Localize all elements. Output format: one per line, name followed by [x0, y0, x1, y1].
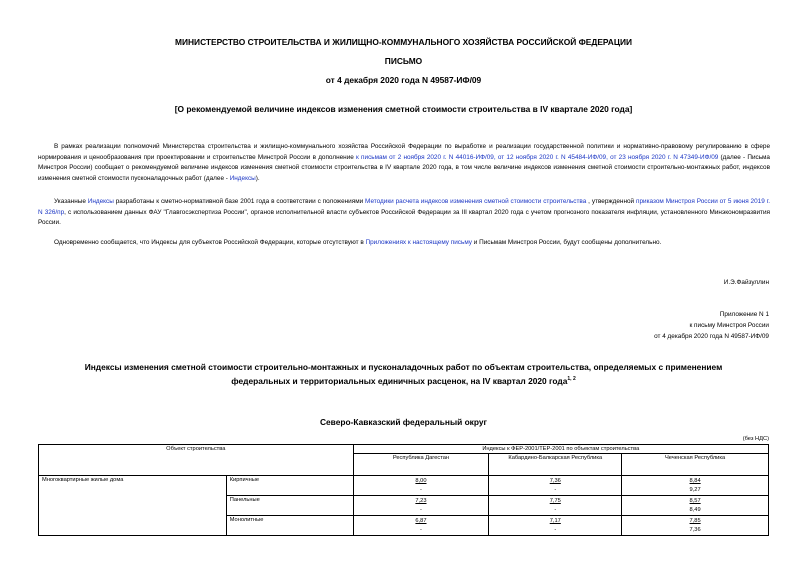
- value-bottom: -: [420, 526, 422, 533]
- value-top: 7,23: [415, 498, 427, 504]
- link-previous-letters[interactable]: к письмам от 2 ноября 2020 г. N 44016-ИФ/09, от 12 ноября 2020 г. N 45484-ИФ/09, от 23 ноября 2020 г. N 47349-ИФ/09: [356, 153, 719, 161]
- appendix-title-text: Индексы изменения сметной стоимости строительно-монтажных и пусконаладочных работ по объектам строительства, определяемых с применением федеральных и территориальных единичных расценок, на IV квартал 2020 года: [84, 362, 723, 386]
- value-top: 7,36: [549, 478, 561, 484]
- paragraph-2-text-a: Указанные: [54, 198, 88, 205]
- value-top: 7,85: [689, 518, 701, 524]
- paragraph-1-text-a: В рамках реализации полномочий Министерства строительства и жилищно-коммунального хозяйства Российской Федерации по выработке и реализации государственной политики и нормативно-правовому регулированию в сфере нормирования и ценообразования при проектировании и строительстве Минстрой России в дополнение: [38, 143, 770, 161]
- header-indexes: Индексы к ФЕР-2001/ТЕР-2001 по объектам строительства: [353, 445, 768, 454]
- value-top: 8,84: [689, 478, 701, 484]
- value-bottom: 9,27: [689, 486, 701, 493]
- value-cell: [353, 516, 489, 536]
- header-object: Объект строительства: [39, 445, 354, 476]
- paragraph-2-text-c: , утвержденной: [586, 198, 637, 205]
- paragraph-3-text-b: и Письмам Минстроя России, будут сообщены дополнительно.: [472, 239, 662, 246]
- paragraph-1-text-c: ).: [255, 174, 260, 182]
- value-cell: [489, 476, 622, 496]
- signature: И.Э.Файзуллин: [723, 279, 769, 286]
- value-cell: [622, 496, 769, 516]
- header-region-0: Республика Дагестан: [353, 454, 489, 476]
- paragraph-3-text-a: Одновременно сообщается, что Индексы для субъектов Российской Федерации, которые отсутствуют в: [54, 239, 366, 246]
- link-indexes-2[interactable]: Индексы: [87, 198, 114, 205]
- paragraph-1-text-b: (далее - Письма Минстроя России) сообщает о рекомендуемой величине индексов изменения сметной стоимости строительства в IV квартале 2020 года, в том числе величине индексов изменения сметной стоимости строительно-монтажных работ, индексов изменения сметной стоимости пусконаладочных работ (далее -: [38, 153, 770, 182]
- value-cell: [622, 516, 769, 536]
- value-bottom: -: [554, 486, 557, 493]
- value-cell: [489, 516, 622, 536]
- row-type-cell: Кирпичные: [226, 476, 353, 496]
- header-region-1: Кабардино-Балкарская Республика: [489, 454, 622, 476]
- table-row: [39, 476, 769, 496]
- object-name-cell: Многоквартирные жилые дома: [39, 476, 227, 536]
- footnote-refs[interactable]: 1, 2: [567, 376, 576, 382]
- ministry-heading: МИНИСТЕРСТВО СТРОИТЕЛЬСТВА И ЖИЛИЩНО-КОММУНАЛЬНОГО ХОЗЯЙСТВА РОССИЙСКОЙ ФЕДЕРАЦИИ: [175, 37, 632, 47]
- value-top: 7,75: [549, 498, 561, 504]
- value-cell: [353, 496, 489, 516]
- value-top: 8,57: [689, 498, 701, 504]
- doc-type: ПИСЬМО: [384, 56, 423, 66]
- appendix-label: Приложение N 1: [719, 311, 769, 318]
- row-type-cell: Панельные: [226, 496, 353, 516]
- link-indexes[interactable]: Индексы: [229, 174, 256, 182]
- value-top: 6,87: [415, 518, 427, 524]
- table-header-row-1: [39, 445, 769, 454]
- vat-note: (без НДС): [742, 436, 769, 442]
- value-bottom: -: [554, 526, 557, 533]
- value-bottom: -: [554, 506, 557, 513]
- doc-date-number: от 4 декабря 2020 года N 49587-ИФ/09: [325, 75, 482, 85]
- doc-subject: [О рекомендуемой величине индексов изменения сметной стоимости строительства в IV квартале 2020 года]: [174, 104, 633, 114]
- value-top: 8,00: [415, 478, 427, 484]
- appendix-to-letter: к письму Минстроя России: [689, 322, 769, 329]
- paragraph-3: [38, 238, 770, 249]
- index-table: [38, 444, 769, 536]
- value-bottom: 8,49: [689, 506, 701, 513]
- value-cell: [622, 476, 769, 496]
- value-bottom: -: [420, 506, 422, 513]
- paragraph-2: [38, 197, 770, 229]
- link-appendices[interactable]: Приложениях к настоящему письму: [365, 239, 472, 246]
- link-methodology[interactable]: Методики расчета индексов изменения сметной стоимости строительства: [365, 198, 587, 205]
- paragraph-2-text-d: , с использованием данных ФАУ "Главгосэкспертиза России", органов исполнительной власти субъектов Российской Федерации за III квартал 2020 года с учетом прогнозного показателя инфляции, установленного Минэкономразвития России.: [38, 208, 770, 226]
- value-bottom: -: [420, 486, 422, 493]
- paragraph-1: [38, 142, 770, 184]
- row-type-cell: Монолитные: [226, 516, 353, 536]
- appendix-date-number: от 4 декабря 2020 года N 49587-ИФ/09: [654, 333, 769, 340]
- district-heading: Северо-Кавказский федеральный округ: [319, 417, 488, 427]
- value-top: 7,17: [549, 518, 561, 524]
- appendix-title: [58, 361, 749, 387]
- value-bottom: 7,36: [689, 526, 701, 533]
- value-cell: [353, 476, 489, 496]
- header-region-2: Чеченская Республика: [622, 454, 769, 476]
- link-order[interactable]: приказом Минстроя России от 5 июня 2019 г. N 326/пр: [38, 198, 770, 216]
- value-cell: [489, 496, 622, 516]
- paragraph-2-text-b: разработаны к сметно-нормативной базе 2001 года в соответствии с положениями: [113, 198, 366, 205]
